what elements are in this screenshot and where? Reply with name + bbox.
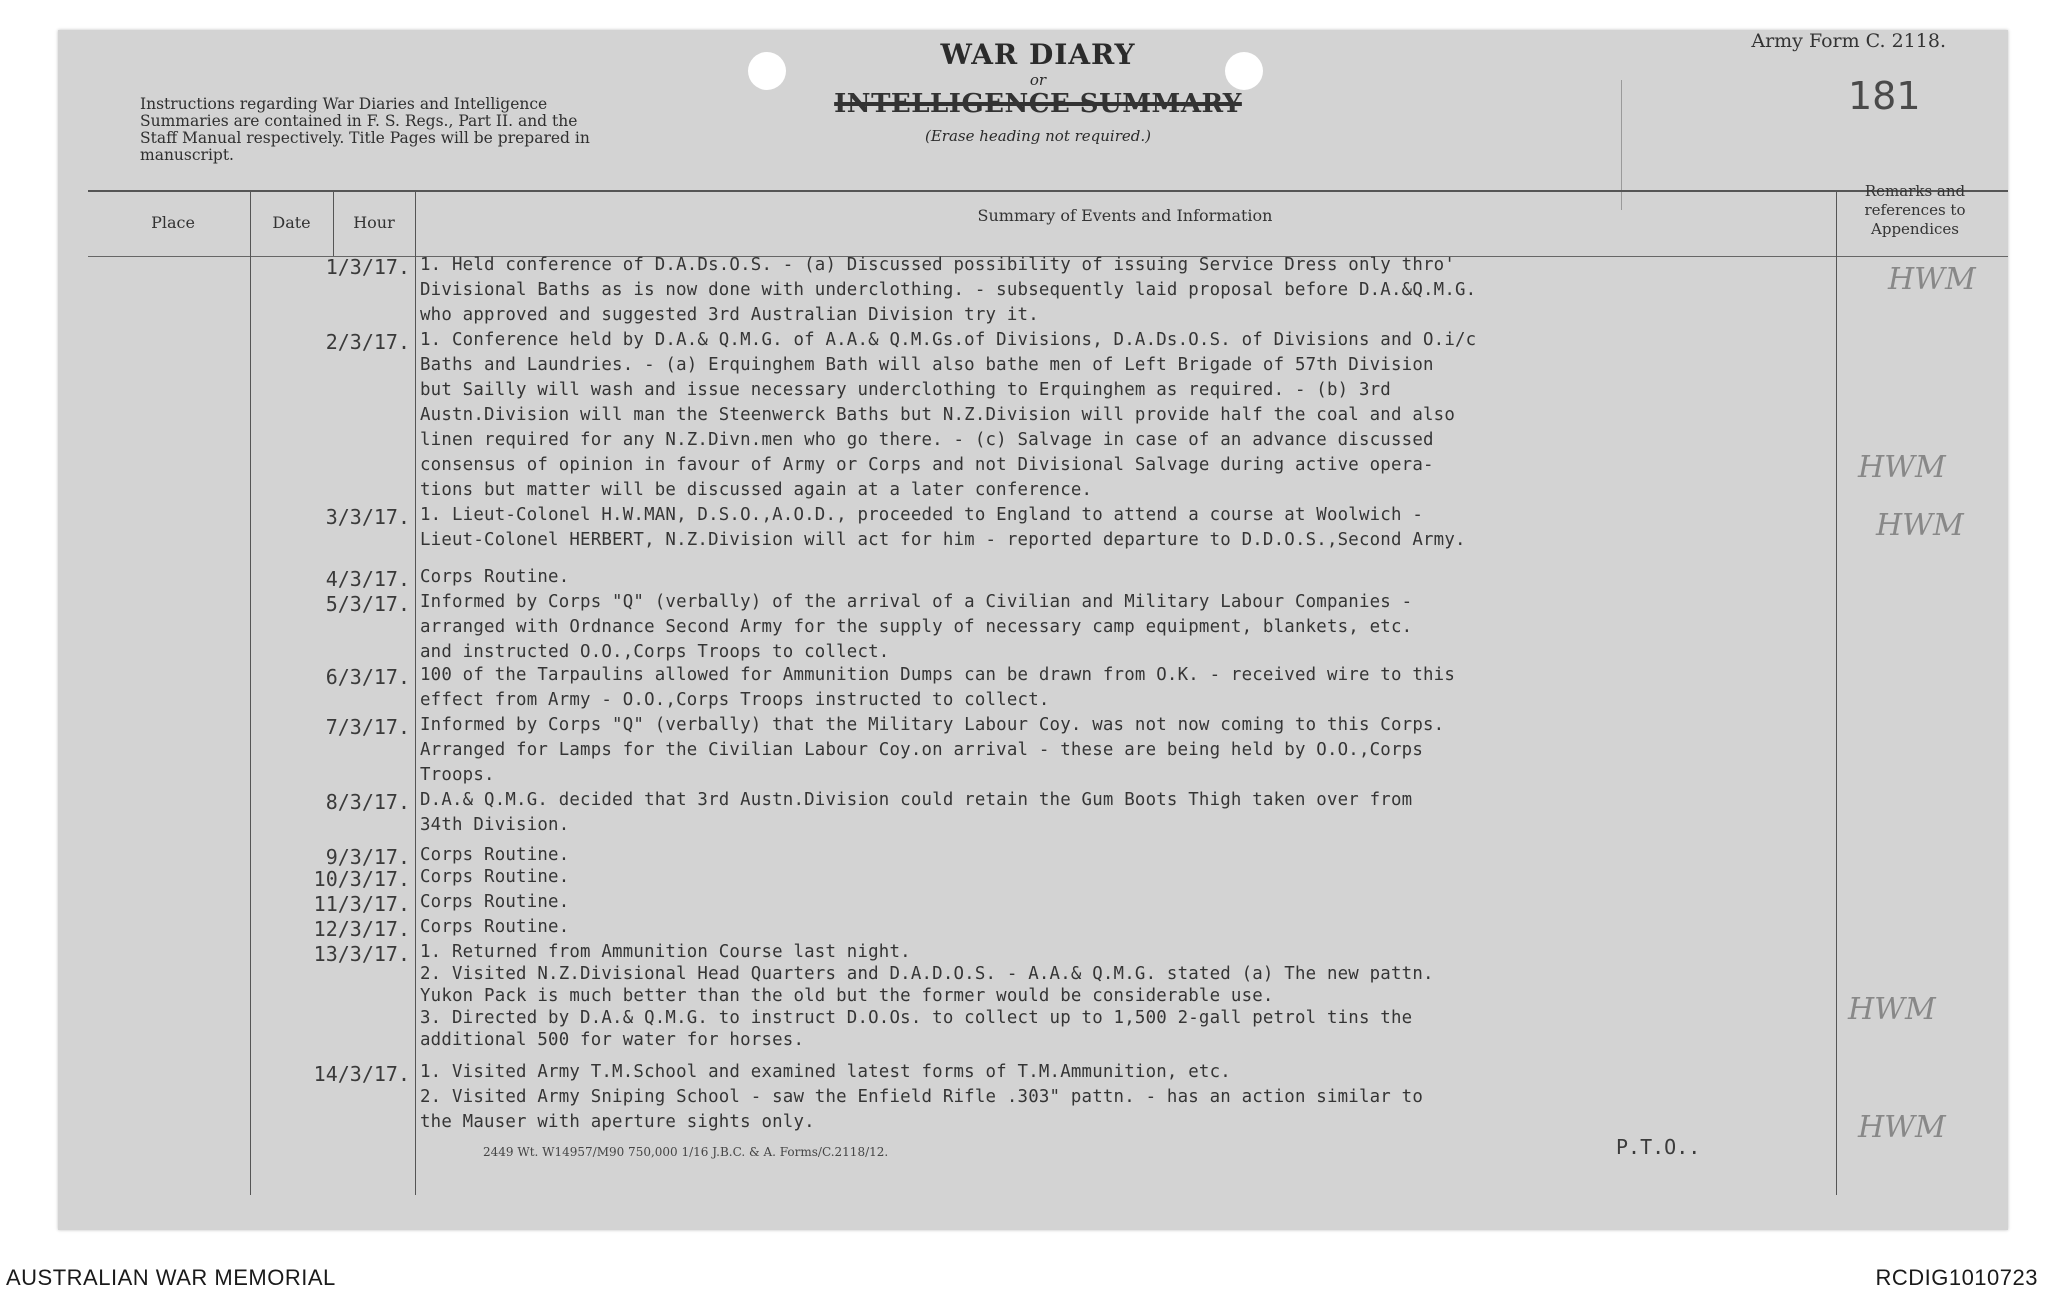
- entry-date: 5/3/17.: [325, 592, 410, 616]
- army-form-number: Army Form C. 2118.: [1751, 30, 1946, 52]
- entry-text-line: Corps Routine.: [420, 917, 570, 937]
- entry-text-line: Baths and Laundries. - (a) Erquinghem Bath will also bathe men of Left Brigade of 57th Division: [420, 355, 1434, 375]
- entry-text-line: Troops.: [420, 765, 495, 785]
- table-top-rule: [88, 190, 2008, 192]
- struck-subtitle: INTELLIGENCE SUMMARY: [834, 89, 1242, 119]
- entry-text-line: Austn.Division will man the Steenwerck Baths but N.Z.Division will provide half the coal and also: [420, 405, 1455, 425]
- entry-text-line: 1. Lieut-Colonel H.W.MAN, D.S.O.,A.O.D., proceeded to England to attend a course at Woolwich -: [420, 505, 1423, 525]
- entry-text-line: but Sailly will wash and issue necessary underclothing to Erquinghem as required. - (b) 3rd: [420, 380, 1391, 400]
- column-rule: [415, 190, 416, 1195]
- entry-date: 9/3/17.: [325, 845, 410, 869]
- printer-imprint: 2449 Wt. W14957/M90 750,000 1/16 J.B.C. & A. Forms/C.2118/12.: [483, 1145, 889, 1159]
- entry-text-line: Informed by Corps "Q" (verbally) that the Military Labour Coy. was not now coming to this Corps.: [420, 715, 1445, 735]
- entry-text-line: Divisional Baths as is now done with underclothing. - subsequently laid proposal before D.A.&Q.M.G.: [420, 280, 1477, 300]
- signature-initials: HWM: [1848, 992, 1936, 1027]
- entry-text-line: Lieut-Colonel HERBERT, N.Z.Division will act for him - reported departure to D.D.O.S.,Second Army.: [420, 530, 1466, 550]
- entry-text-line: the Mauser with aperture sights only.: [420, 1112, 815, 1132]
- column-rule: [250, 190, 251, 1195]
- entry-text-line: 100 of the Tarpaulins allowed for Ammunition Dumps can be drawn from O.K. - received wire to this: [420, 665, 1455, 685]
- entry-date: 8/3/17.: [325, 790, 410, 814]
- erase-note: (Erase heading not required.): [924, 127, 1152, 145]
- entry-text-line: 1. Held conference of D.A.Ds.O.S. - (a) Discussed possibility of issuing Service Dress only thro': [420, 255, 1455, 275]
- column-header-hour: Hour: [353, 213, 395, 232]
- entry-text-line: Corps Routine.: [420, 867, 570, 887]
- entry-text-line: Arranged for Lamps for the Civilian Labour Coy.on arrival - these are being held by O.O.,Corps: [420, 740, 1423, 760]
- signature-initials: HWM: [1876, 508, 1964, 543]
- entry-date: 12/3/17.: [313, 917, 410, 941]
- entry-date: 11/3/17.: [313, 892, 410, 916]
- entry-text-line: D.A.& Q.M.G. decided that 3rd Austn.Division could retain the Gum Boots Thigh taken over from: [420, 790, 1413, 810]
- entry-text-line: and instructed O.O.,Corps Troops to collect.: [420, 642, 890, 662]
- entry-date: 10/3/17.: [313, 867, 410, 891]
- entry-text-line: tions but matter will be discussed again at a later conference.: [420, 480, 1093, 500]
- entry-text-line: who approved and suggested 3rd Australian Division try it.: [420, 305, 1039, 325]
- entry-date: 3/3/17.: [325, 505, 410, 529]
- entry-text-line: 1. Returned from Ammunition Course last night.: [420, 942, 911, 962]
- punch-hole-left: [748, 52, 786, 90]
- entry-text-line: Corps Routine.: [420, 845, 570, 865]
- entry-text-line: additional 500 for water for horses.: [420, 1030, 805, 1050]
- footer-record-id: RCDIG1010723: [1875, 1265, 2038, 1290]
- entry-date: 14/3/17.: [313, 1062, 410, 1086]
- entry-date: 2/3/17.: [325, 330, 410, 354]
- title-block: [788, 38, 1288, 145]
- entry-text-line: 1. Conference held by D.A.& Q.M.G. of A.A.& Q.M.Gs.of Divisions, D.A.Ds.O.S. of Divisions and O.i/c: [420, 330, 1477, 350]
- signature-initials: HWM: [1888, 262, 1976, 297]
- entry-date: 6/3/17.: [325, 665, 410, 689]
- entry-text-line: 34th Division.: [420, 815, 570, 835]
- entry-text-line: Yukon Pack is much better than the old but the former would be considerable use.: [420, 986, 1274, 1006]
- entry-text-line: consensus of opinion in favour of Army or Corps and not Divisional Salvage during active opera-: [420, 455, 1434, 475]
- entry-text-line: 2. Visited N.Z.Divisional Head Quarters and D.A.D.O.S. - A.A.& Q.M.G. stated (a) The new pattn.: [420, 964, 1434, 984]
- entry-date: 13/3/17.: [313, 942, 410, 966]
- signature-initials: HWM: [1858, 450, 1946, 485]
- entry-date: 1/3/17.: [325, 255, 410, 279]
- column-header-place: Place: [151, 213, 195, 232]
- entry-date: 7/3/17.: [325, 715, 410, 739]
- entry-text-line: linen required for any N.Z.Divn.men who go there. - (c) Salvage in case of an advance discussed: [420, 430, 1434, 450]
- signature-initials: HWM: [1858, 1110, 1946, 1145]
- column-header-date: Date: [272, 213, 311, 232]
- please-turn-over: P.T.O..: [1616, 1135, 1701, 1159]
- title-or: or: [1029, 71, 1047, 89]
- entry-date: 4/3/17.: [325, 567, 410, 591]
- entry-text-line: 1. Visited Army T.M.School and examined latest forms of T.M.Ammunition, etc.: [420, 1062, 1231, 1082]
- war-diary-sheet: [58, 30, 2008, 1230]
- page-number: 181: [1848, 74, 1921, 118]
- entry-text-line: 3. Directed by D.A.& Q.M.G. to instruct D.O.Os. to collect up to 1,500 2-gall petrol tins the: [420, 1008, 1413, 1028]
- entry-text-line: effect from Army - O.O.,Corps Troops instructed to collect.: [420, 690, 1050, 710]
- entry-text-line: Corps Routine.: [420, 892, 570, 912]
- instructions-note: Instructions regarding War Diaries and Intelligence Summaries are contained in F. S. Regs., Part II. and the Staff Manual respectively. Title Pages will be prepared in manuscript.: [140, 95, 590, 164]
- entry-text-line: 2. Visited Army Sniping School - saw the Enfield Rifle .303" pattn. - has an action similar to: [420, 1087, 1423, 1107]
- column-header-remarks: Remarks and references to Appendices: [1864, 182, 1966, 238]
- footer-source: AUSTRALIAN WAR MEMORIAL: [6, 1265, 336, 1290]
- entry-text-line: Corps Routine.: [420, 567, 570, 587]
- column-header-summary: Summary of Events and Information: [977, 206, 1273, 225]
- page-title: WAR DIARY: [940, 38, 1136, 71]
- entry-text-line: arranged with Ordnance Second Army for the supply of necessary camp equipment, blankets, etc.: [420, 617, 1413, 637]
- entry-text-line: Informed by Corps "Q" (verbally) of the arrival of a Civilian and Military Labour Companies -: [420, 592, 1413, 612]
